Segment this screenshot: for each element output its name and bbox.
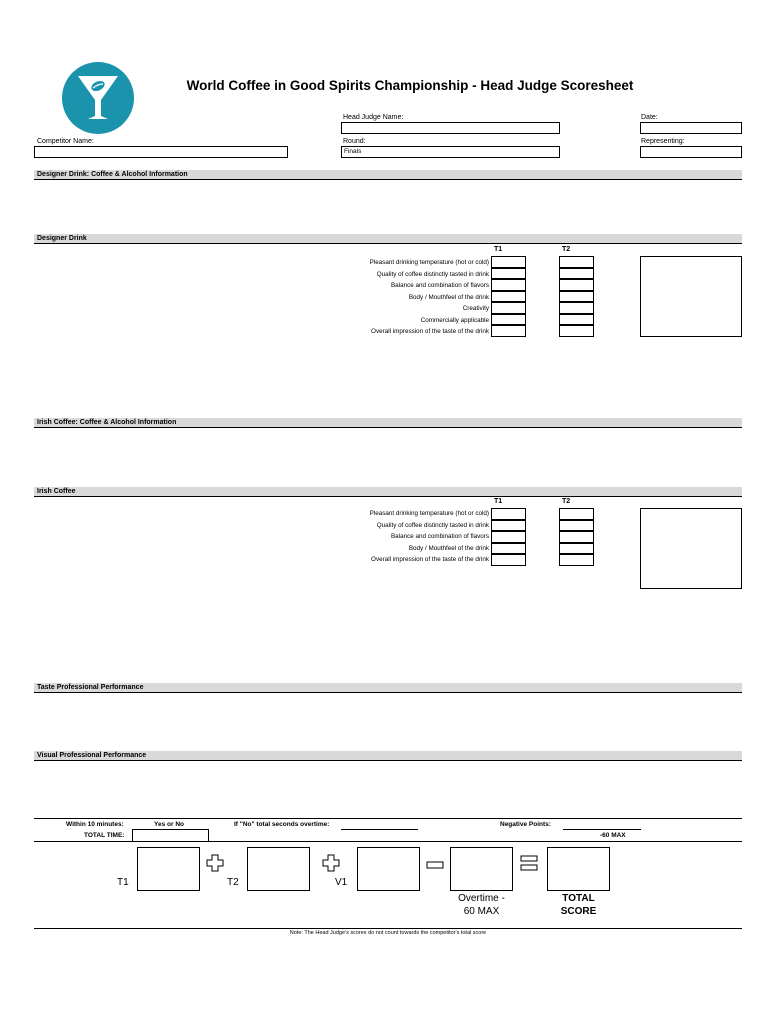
overtime-score-box[interactable]	[450, 847, 513, 891]
minus-icon	[426, 856, 444, 874]
irish-t2-score-cell[interactable]	[559, 543, 594, 555]
plus-icon	[322, 854, 340, 872]
footnote: Note: The Head Judge's scores do not count towards the competitor's total score	[289, 930, 487, 936]
t1-score-box[interactable]	[137, 847, 200, 891]
overtime-seconds-label: If "No" total seconds overtime:	[234, 821, 330, 828]
section-designer-info: Designer Drink: Coffee & Alcohol Information	[34, 170, 742, 180]
designer-t1-score-cell[interactable]	[491, 302, 526, 314]
cocktail-glass-icon	[62, 62, 134, 134]
irish-t1-score-cell[interactable]	[491, 543, 526, 555]
competitor-name-label: Competitor Name:	[37, 138, 94, 145]
designer-t2-score-cell[interactable]	[559, 314, 594, 326]
criterion-label: Overall impression of the taste of the drink	[371, 556, 489, 563]
head-judge-field[interactable]	[341, 122, 560, 134]
section-designer-drink: Designer Drink	[34, 234, 742, 244]
representing-label: Representing:	[641, 138, 685, 145]
overtime-label-line2: 60 MAX	[463, 906, 500, 917]
criterion-label: Overall impression of the taste of the drink	[371, 328, 489, 335]
within-ten-minutes-label: Within 10 minutes:	[66, 821, 124, 828]
overtime-label-line1: Overtime -	[458, 893, 505, 904]
criterion-label: Body / Mouthfeel of the drink	[408, 544, 489, 552]
criterion-label: Balance and combination of flavors	[390, 533, 489, 540]
irish-t1-score-cell[interactable]	[491, 531, 526, 543]
designer-t1-score-cell[interactable]	[491, 314, 526, 326]
designer-total-box[interactable]	[640, 256, 742, 337]
total-time-label: TOTAL TIME:	[84, 832, 125, 839]
equals-icon	[520, 854, 538, 872]
designer-t1-score-cell[interactable]	[491, 268, 526, 280]
criterion-label: Body / Mouthfeel of the drink	[408, 293, 489, 301]
criterion-label: Quality of coffee distinctly tasted in drink	[376, 270, 489, 278]
section-visual-performance: Visual Professional Performance	[34, 751, 742, 761]
date-label: Date:	[641, 114, 658, 121]
irish-t2-score-cell[interactable]	[559, 520, 594, 532]
section-irish-coffee: Irish Coffee	[34, 487, 742, 497]
irish-t1-header: T1	[494, 498, 503, 505]
negative-points-line[interactable]	[563, 829, 641, 830]
v1-score-box[interactable]	[357, 847, 420, 891]
page-title: World Coffee in Good Spirits Championship - Head Judge Scoresheet	[186, 78, 634, 93]
irish-t2-score-cell[interactable]	[559, 508, 594, 520]
plus-icon	[206, 854, 224, 872]
divider-line	[34, 818, 742, 819]
designer-t2-score-cell[interactable]	[559, 291, 594, 303]
designer-t1-score-cell[interactable]	[491, 291, 526, 303]
head-judge-label: Head Judge Name:	[343, 114, 404, 121]
irish-total-box[interactable]	[640, 508, 742, 589]
designer-t2-score-cell[interactable]	[559, 268, 594, 280]
competitor-name-field[interactable]	[34, 146, 288, 158]
designer-t2-score-cell[interactable]	[559, 302, 594, 314]
designer-t2-score-cell[interactable]	[559, 256, 594, 268]
t2-score-label: T2	[227, 877, 239, 888]
divider-line	[34, 841, 742, 842]
criterion-label: Pleasant drinking temperature (hot or cold)	[369, 259, 489, 266]
designer-t1-score-cell[interactable]	[491, 279, 526, 291]
representing-field[interactable]	[640, 146, 742, 158]
designer-t1-header: T1	[494, 246, 503, 253]
t1-score-label: T1	[117, 877, 129, 888]
section-irish-info: Irish Coffee: Coffee & Alcohol Information	[34, 418, 742, 428]
negative-points-label: Negative Points:	[500, 821, 551, 828]
overtime-seconds-line[interactable]	[341, 829, 418, 830]
irish-t1-score-cell[interactable]	[491, 508, 526, 520]
criterion-label: Creativity	[462, 305, 489, 312]
designer-t2-score-cell[interactable]	[559, 325, 594, 337]
total-score-box[interactable]	[547, 847, 610, 891]
total-score-label-line2: SCORE	[560, 906, 597, 917]
criterion-label: Quality of coffee distinctly tasted in drink	[376, 521, 489, 529]
t2-score-box[interactable]	[247, 847, 310, 891]
criterion-label: Balance and combination of flavors	[390, 282, 489, 289]
round-field[interactable]: Finals	[341, 146, 560, 158]
v1-score-label: V1	[335, 877, 348, 888]
designer-t1-score-cell[interactable]	[491, 256, 526, 268]
designer-t2-header: T2	[562, 246, 571, 253]
yes-no-option[interactable]: Yes or No	[154, 821, 184, 828]
irish-t2-score-cell[interactable]	[559, 554, 594, 566]
total-score-label-line1: TOTAL	[562, 893, 595, 904]
criterion-label: Commercially applicable	[420, 316, 489, 324]
negative-max-label: -60 MAX	[600, 832, 626, 839]
irish-t1-score-cell[interactable]	[491, 554, 526, 566]
irish-t1-score-cell[interactable]	[491, 520, 526, 532]
criterion-label: Pleasant drinking temperature (hot or cold)	[369, 510, 489, 517]
date-field[interactable]	[640, 122, 742, 134]
designer-t2-score-cell[interactable]	[559, 279, 594, 291]
divider-line	[34, 928, 742, 929]
championship-logo	[62, 62, 134, 134]
round-label: Round:	[343, 138, 366, 145]
section-taste-performance: Taste Professional Performance	[34, 683, 742, 693]
irish-t2-score-cell[interactable]	[559, 531, 594, 543]
irish-t2-header: T2	[562, 498, 571, 505]
designer-t1-score-cell[interactable]	[491, 325, 526, 337]
